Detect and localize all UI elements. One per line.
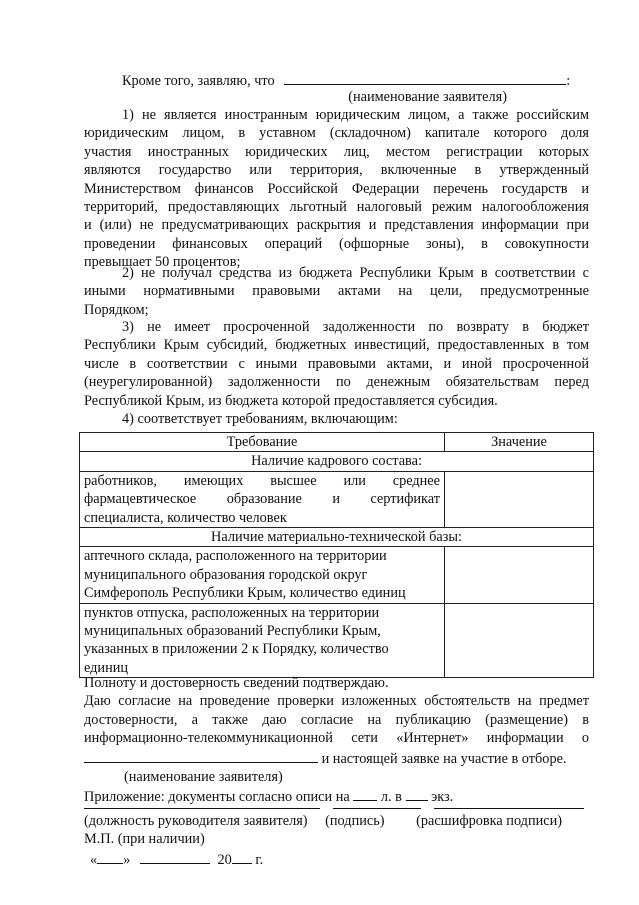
value-cell-staff[interactable] [445,471,594,527]
decode-caption: (расшифровка подписи) [416,813,563,829]
confirm-caption: (наименование заявителя) [124,769,283,786]
item-1-line: проведении финансовых операций (офшорные зоны), в совокупности [84,235,589,252]
date-close-quote: » [123,852,131,868]
intro-colon: : [566,73,571,89]
intro-caption-wrap [84,88,589,106]
item-1-line: участия иностранных юридических лиц, местом регистрации которых [84,143,589,160]
item-1-line: 1) не является иностранным юридическим лицом, а также российским [122,107,589,123]
signature-captions [84,812,589,830]
intro-lead: Кроме того, заявляю, что [122,73,275,89]
item-3-line: Республики Крым субсидий, бюджетных инвестиций, предоставленных в том [84,337,589,354]
header-value: Значение [445,433,594,452]
confirmation-block [84,674,589,807]
completeness-line: Полноту и достоверность сведений подтверждаю. [84,675,389,691]
item-2-line: иными нормативными правовыми актами на цели, предусмотренные [84,283,589,300]
value-cell-warehouse[interactable] [445,547,594,603]
item-1 [84,106,589,272]
year-blank[interactable] [232,849,252,864]
applicant-name-blank-2[interactable] [84,748,318,763]
item-1-line: являются государство или территория, включенные в утвержденный [84,162,589,179]
header-requirement: Требование [80,433,445,452]
sign-caption: (подпись) [325,813,385,829]
signature-line[interactable] [333,808,421,809]
item-3-line: числе в соответствии с иными правовыми актами, и иной просроченной [84,355,589,372]
table-header-row [80,433,594,452]
consent-line: Даю согласие на проведение проверки изложенных обстоятельств на предмет [84,693,589,710]
day-blank[interactable] [97,849,123,864]
item-3-line: Республикой Крым, из бюджета которой предоставляется субсидия. [84,392,498,409]
consent-line: информационно-телекоммуникационной сети «Интернет» информации о [84,730,589,747]
table-row [80,547,594,603]
consent-line: достоверности, а также даю согласие на публикацию (размещение) в [84,711,589,728]
requirement-cell [80,547,445,603]
item-2 [84,264,589,319]
item-4-line: 4) соответствует требованиям, включающим: [122,411,398,427]
applicant-name-blank[interactable] [284,70,566,85]
requirements-table [79,432,594,678]
requirement-line: специалиста, количество человек [84,509,287,526]
item-1-line: юридическим лицом, в уставном (складочном) капитале которого доля [84,125,589,142]
requirement-line: указанных в приложении 2 к Порядку, количество [84,641,389,658]
item-2-line: Порядком; [84,301,149,318]
item-1-line: и (или) не предусматривающих раскрытия и представления информации при [84,217,589,234]
item-1-line: территорий, предоставляющих льготный налоговый режим налогообложения [84,199,589,216]
attachment-mid: л. в [380,789,402,806]
section-base: Наличие материально-технической базы: [80,528,594,547]
requirement-cell [80,471,445,527]
decode-line[interactable] [434,808,584,809]
month-blank[interactable] [140,849,210,864]
requirement-line: единиц [84,659,129,676]
table-section-row [80,452,594,471]
attachment-line [84,786,589,806]
requirement-line: работников, имеющих высшее или среднее [84,472,440,489]
consent-tail: и настоящей заявке на участие в отборе. [321,750,567,767]
table-row [80,471,594,527]
intro-caption: (наименование заявителя) [348,89,507,105]
value-cell-points[interactable] [445,603,594,678]
item-3-line: (неурегулированной) задолженности по денежным обязательствам перед [84,374,589,391]
pages-blank[interactable] [353,786,377,801]
item-4 [84,410,589,428]
attachment-prefix: Приложение: документы согласно описи на [84,789,350,806]
item-1-line: Министерством финансов Российской Федерации перечень государств и [84,180,589,197]
requirement-cell [80,603,445,678]
requirement-line: фармацевтическое образование и сертификат [84,491,440,508]
year-suffix: г. [255,852,264,868]
requirement-line: муниципальных образований Республики Крым, [84,623,381,640]
position-caption: (должность руководителя заявителя) [84,813,308,829]
position-line[interactable] [84,808,320,809]
consent-tail-line [84,748,589,768]
item-2-line: 2) не получал средства из бюджета Республики Крым в соответствии с [122,265,589,281]
section-staff: Наличие кадрового состава: [80,452,594,471]
stamp-note: М.П. (при наличии) [84,831,205,847]
requirement-line: муниципального образования городской округ [84,566,368,583]
requirement-line: Симферополь Республики Крым, количество единиц [84,585,406,602]
date-line [90,849,263,869]
year-prefix: 20 [217,852,232,868]
requirement-line: пунктов отпуска, расположенных на территории [84,604,380,621]
table-section-row [80,528,594,547]
table-row [80,603,594,678]
item-1-line: превышает 50 процентов; [84,254,241,271]
item-3 [84,318,589,410]
copies-blank[interactable] [406,786,428,801]
item-3-line: 3) не имеет просроченной задолженности по возврату в бюджет [122,319,589,335]
requirement-line: аптечного склада, расположенного на территории [84,548,387,565]
date-open-quote: « [90,852,98,868]
attachment-suffix: экз. [431,789,454,806]
